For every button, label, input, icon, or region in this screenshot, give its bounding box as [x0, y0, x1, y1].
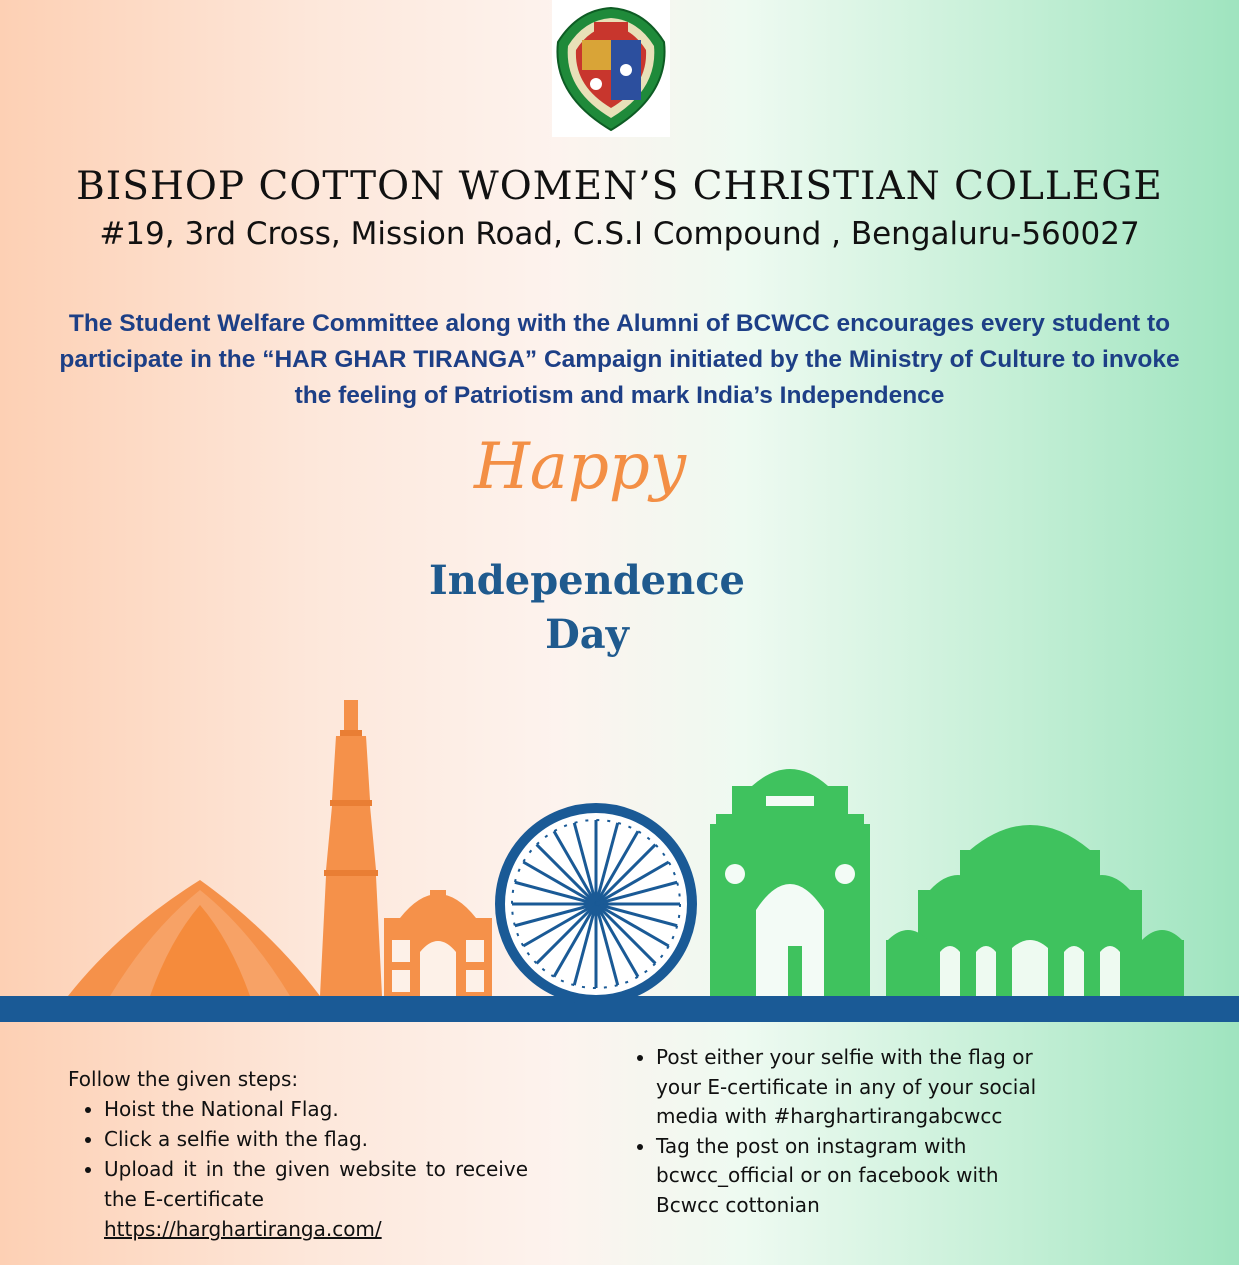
india-skyline: [0, 690, 1239, 1025]
step-item: • Click a selfie with the flag.: [104, 1124, 528, 1154]
steps-section: [68, 1064, 528, 1244]
step-item-text: Upload it in the given website to receive the E-certificate: [104, 1157, 528, 1211]
greeting-happy: Happy: [473, 430, 687, 504]
step-item: • Hoist the National Flag.: [104, 1094, 528, 1124]
college-logo: [552, 0, 670, 137]
website-link[interactable]: https://harghartiranga.com/: [104, 1217, 382, 1241]
qutub-minar-icon: [320, 700, 382, 996]
campaign-intro: The Student Welfare Committee along with the Alumni of BCWCC encourages every student to participate in the “HAR GHAR TIRANGA” Campaign initiated by the Ministry of Culture to invoke the feeling of Patriotism and mark India’s Independence: [59, 310, 1180, 409]
college-address: #19, 3rd Cross, Mission Road, C.S.I Compound , Bengaluru-560027: [99, 216, 1140, 252]
india-gate-icon: [710, 769, 870, 996]
college-name: BISHOP COTTON WOMEN’S CHRISTIAN COLLEGE: [76, 164, 1163, 209]
lotus-temple-icon: [68, 880, 320, 996]
step-item: [104, 1154, 528, 1244]
extra-steps-list: [620, 1043, 1040, 1220]
extra-step-item: • Tag the post on instagram with bcwcc_official or on facebook with Bcwcc cottonian: [656, 1132, 1040, 1221]
steps-list: [68, 1094, 528, 1244]
college-crest-icon: [552, 0, 670, 137]
dome-gate-icon: [384, 890, 492, 996]
extra-steps-section: [620, 1043, 1040, 1220]
steps-heading: Follow the given steps:: [68, 1067, 299, 1091]
extra-step-item: • Post either your selfie with the flag or your E-certificate in any of your social media with #harghartirangabcwcc: [656, 1043, 1040, 1132]
greeting-independence: Independence: [428, 557, 745, 604]
greeting-day: Day: [545, 611, 629, 658]
ashoka-chakra-icon: [500, 808, 692, 1000]
akshardham-temple-icon: [886, 825, 1184, 996]
